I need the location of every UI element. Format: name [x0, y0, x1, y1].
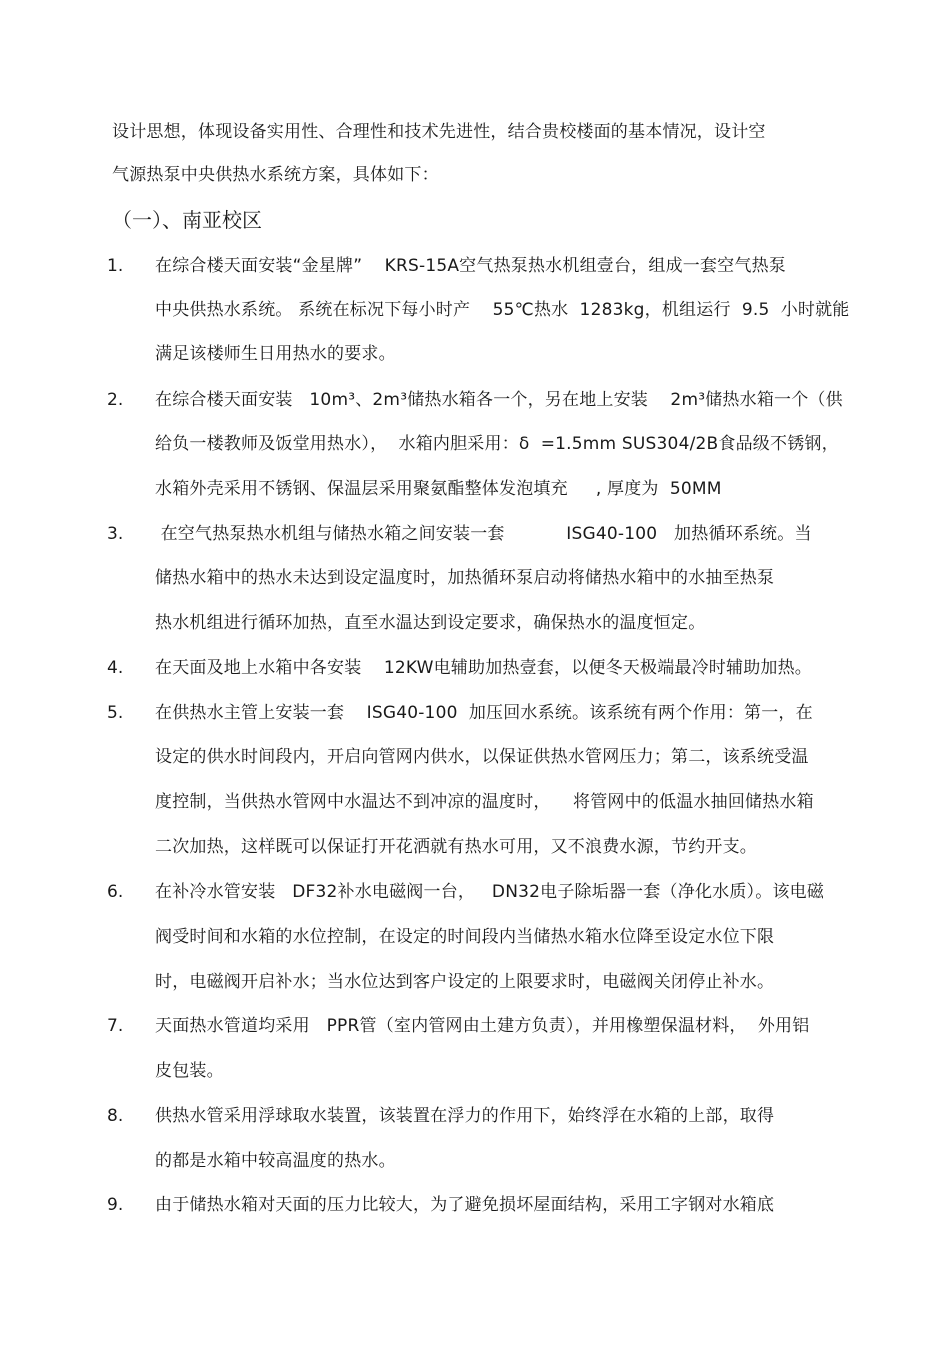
- item-number: 7.: [107, 1016, 124, 1036]
- intro-line: 设计思想，体现设备实用性、合理性和技术先进性，结合贵校楼面的基本情况，设计空: [112, 122, 766, 142]
- intro-line: 气源热泵中央供热水系统方案，具体如下：: [112, 165, 439, 185]
- item-number: 1.: [107, 256, 124, 276]
- item-line: 在综合楼天面安装 10m³、2m³储热水箱各一个，另在地上安装 2m³储热水箱一个（供: [155, 390, 843, 410]
- item-line: 在空气热泵热水机组与储热水箱之间安装一套 ISG40-100 加热循环系统。当: [155, 524, 812, 544]
- item-line: 给负一楼教师及饭堂用热水）， 水箱内胆采用：δ =1.5mm SUS304/2B食品级不锈钢，: [155, 434, 839, 454]
- item-line: 二次加热，这样既可以保证打开花洒就有热水可用，又不浪费水源，节约开支。: [155, 837, 757, 857]
- item-line: 的都是水箱中较高温度的热水。: [155, 1151, 396, 1171]
- item-line: 热水机组进行循环加热，直至水温达到设定要求，确保热水的温度恒定。: [155, 613, 706, 633]
- item-line: 时，电磁阀开启补水；当水位达到客户设定的上限要求时，电磁阀关闭停止补水。: [155, 972, 775, 992]
- item-line: 在天面及地上水箱中各安装 12KW电辅助加热壹套，以便冬天极端最冷时辅助加热。: [155, 658, 812, 678]
- item-line: 设定的供水时间段内，开启向管网内供水，以保证供热水管网压力；第二，该系统受温: [155, 747, 809, 767]
- item-number: 4.: [107, 658, 124, 678]
- item-number: 8.: [107, 1106, 124, 1126]
- item-number: 9.: [107, 1195, 124, 1215]
- item-line: 水箱外壳采用不锈钢、保温层采用聚氨酯整体发泡填充 , 厚度为 50MM: [155, 479, 722, 499]
- item-line: 储热水箱中的热水未达到设定温度时，加热循环泵启动将储热水箱中的水抽至热泵: [155, 568, 775, 588]
- item-number: 3.: [107, 524, 124, 544]
- item-line: 度控制，当供热水管网中水温达不到冲凉的温度时， 将管网中的低温水抽回储热水箱: [155, 792, 814, 812]
- item-line: 在供热水主管上安装一套 ISG40-100 加压回水系统。该系统有两个作用：第一，在: [155, 703, 813, 723]
- item-line: 阀受时间和水箱的水位控制，在设定的时间段内当储热水箱水位降至设定水位下限: [155, 927, 775, 947]
- item-line: 天面热水管道均采用 PPR管（室内管网由土建方负责），并用橡塑保温材料， 外用铝: [155, 1016, 810, 1036]
- item-number: 2.: [107, 390, 124, 410]
- section-title: （一）、南亚校区: [112, 208, 262, 232]
- item-number: 5.: [107, 703, 124, 723]
- item-line: 中央供热水系统。 系统在标况下每小时产 55℃热水 1283kg，机组运行 9.5 小时就能: [155, 300, 850, 320]
- item-number: 6.: [107, 882, 124, 902]
- item-line: 供热水管采用浮球取水装置，该装置在浮力的作用下，始终浮在水箱的上部，取得: [155, 1106, 775, 1126]
- item-line: 皮包装。: [155, 1061, 224, 1081]
- item-line: 在综合楼天面安装“金星牌” KRS-15A空气热泵热水机组壹台，组成一套空气热泵: [155, 256, 786, 276]
- item-line: 满足该楼师生日用热水的要求。: [155, 344, 396, 364]
- item-line: 由于储热水箱对天面的压力比较大，为了避免损坏屋面结构，采用工字钢对水箱底: [155, 1195, 775, 1215]
- item-line: 在补冷水管安装 DF32补水电磁阀一台， DN32电子除垢器一套（净化水质）。该电磁: [155, 882, 825, 902]
